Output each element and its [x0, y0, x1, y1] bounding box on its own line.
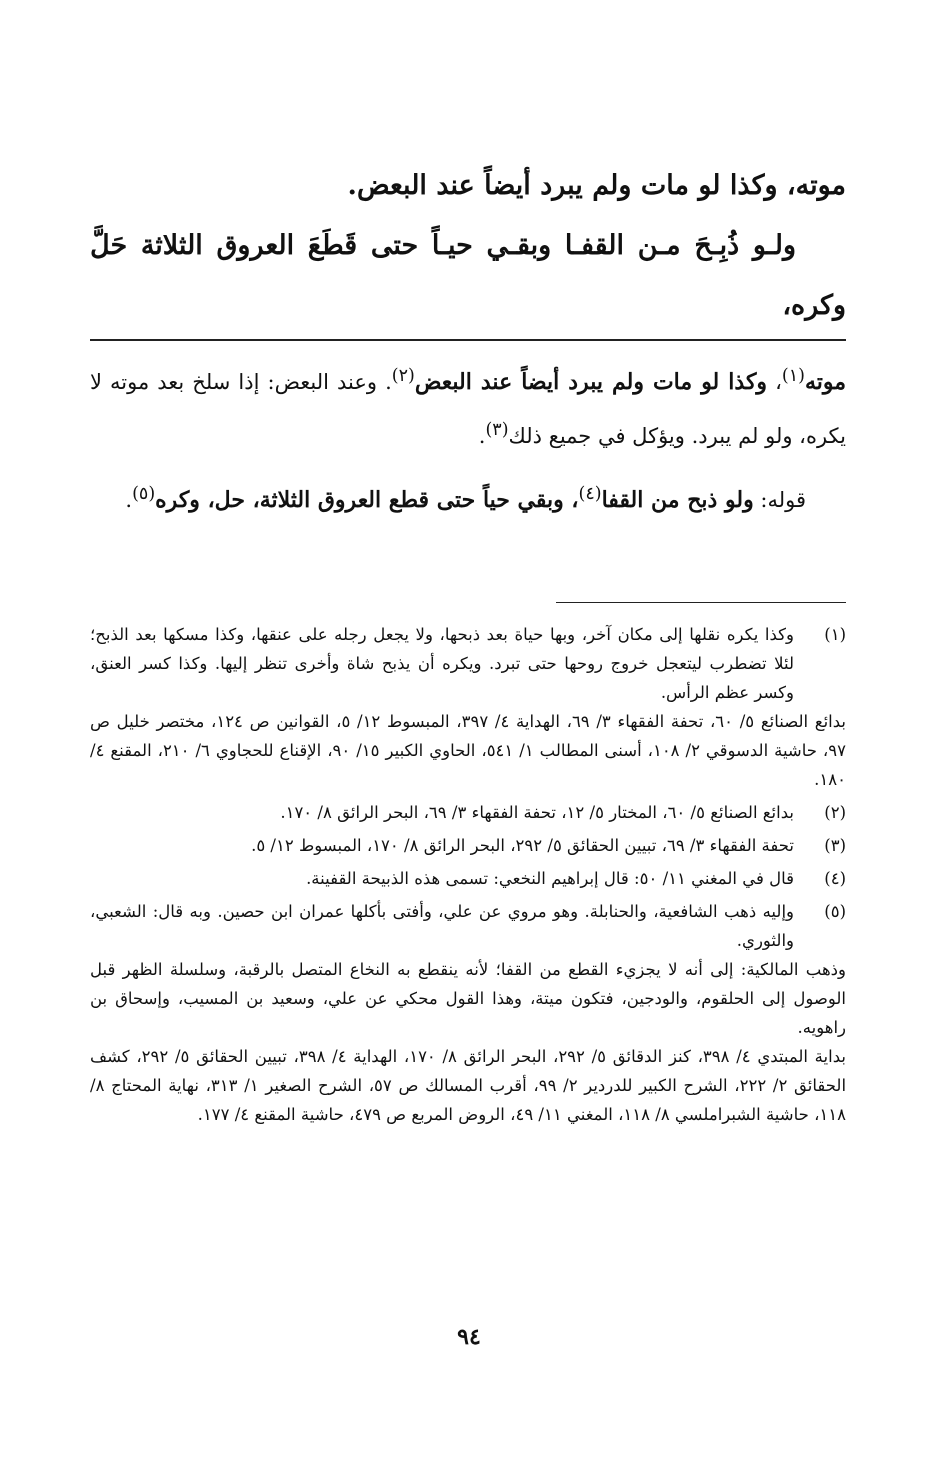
- footnote-ref[interactable]: (١): [781, 366, 805, 386]
- footnote-text: قال في المغني ١١/ ٥٠: قال إبراهيم النخعي: تسمى هذه الذبيحة القفينة.: [306, 869, 794, 888]
- quoted-text: موته: [804, 369, 847, 395]
- footnote-number: (٥): [824, 902, 846, 921]
- page-number: ٩٤: [457, 1324, 481, 1350]
- quoted-text: ولو ذبح من القفا: [601, 487, 754, 513]
- main-text-line-2: ولـو ذُبِـحَ مـن القفـا وبقـي حيـاً حتى قَطَعَ العروق الثلاثة حَلَّ وكره،: [90, 230, 846, 321]
- quoted-text: وكذا لو مات ولم يبرد أيضاً عند البعض: [414, 369, 768, 395]
- footnote-text-continued: وذهب المالكية: إلى أنه لا يجزيء القطع من القفا؛ لأنه ينقطع به النخاع المتصل بالرقبة، وسلسلة الظهر قبل الوصول إلى الحلقوم، والودجين، فتكون ميتة، وهذا القول محكي عن علي، وسعيد بن المسيب، وإسحاق بن راهويه.: [90, 960, 846, 1037]
- lead-word: قوله:: [753, 488, 806, 512]
- footnote-references: بداية المبتدي ٤/ ٣٩٨، كنز الدقائق ٥/ ٢٩٢، البحر الرائق ٨/ ١٧٠، الهداية ٤/ ٣٩٨، تبيين الحقائق ٥/ ٢٩٢، كشف الحقائق ٢/ ٢٢٢، الشرح الكبير للدردير ٢/ ٩٩، أقرب المسالك ص ٥٧، الشرح الصغير ١/ ٣١٣، نهاية المحتاج ٨/ ١١٨، حاشية الشبراملسي ٨/ ١١٨، المغني ١١/ ٤٩، الروض المربع ص ٤٧٩، حاشية المقنع ٤/ ١٧٧.: [90, 1047, 847, 1124]
- footnote-ref[interactable]: (٥): [132, 484, 156, 504]
- commentary-text: . وعند البعض: إذا سلخ بعد موته لا يكره، ولو لم يبرد. ويؤكل في جميع ذلك: [90, 370, 846, 448]
- period: .: [478, 424, 486, 448]
- commentary-paragraph-1: [90, 352, 846, 460]
- footnote-1: [90, 620, 846, 794]
- commentary: [90, 352, 846, 524]
- footnote-text: وإليه ذهب الشافعية، والحنابلة. وهو مروي عن علي، وأفتى بأكلها عمران ابن حصين. وبه قال: الشعبي، والثوري.: [90, 902, 794, 950]
- footnote-text: تحفة الفقهاء ٣/ ٦٩، تبيين الحقائق ٥/ ٢٩٢، البحر الرائق ٨/ ١٧٠، المبسوط ١٢/ ٥.: [251, 836, 794, 855]
- period: .: [125, 488, 133, 512]
- footnote-ref[interactable]: (٣): [485, 420, 509, 440]
- footnote-number: (١): [824, 625, 846, 644]
- main-text: [90, 156, 846, 336]
- footnote-number: (٣): [824, 836, 846, 855]
- footnote-ref[interactable]: (٤): [578, 484, 602, 504]
- footnote-5: [90, 897, 846, 1129]
- main-text-line-1: موته، وكذا لو مات ولم يبرد أيضاً عند البعض.: [347, 170, 846, 201]
- footnote-3: [90, 831, 846, 860]
- footnote-4: [90, 864, 846, 893]
- footnote-number: (٢): [824, 803, 846, 822]
- footnote-ref[interactable]: (٢): [391, 366, 415, 386]
- footnote-text: وكذا يكره نقلها إلى مكان آخر، وبها حياة بعد ذبحها، ولا يجعل رجله على عنقها، وكذا مسكها بعد الذبح؛ لئلا تضطرب ليتعجل خروج روحها حتى تبرد. ويكره أن يذبح شاة وأخرى تنظر إليها. وكذا كسر العنق، وكسر عظم الرأس.: [90, 625, 794, 702]
- separator: ،: [767, 370, 782, 394]
- footnote-number: (٤): [824, 869, 846, 888]
- footnote-2: [90, 798, 846, 827]
- footnote-text: بدائع الصنائع ٥/ ٦٠، المختار ٥/ ١٢، تحفة الفقهاء ٣/ ٦٩، البحر الرائق ٨/ ١٧٠.: [280, 803, 794, 822]
- commentary-paragraph-2: [90, 470, 846, 524]
- footnote-divider: [556, 602, 846, 603]
- quoted-text: ، وبقي حياً حتى قطع العروق الثلاثة، حل، وكره: [155, 487, 579, 513]
- main-text-divider: [90, 339, 846, 341]
- footnotes: [90, 620, 846, 1133]
- footnote-references: بدائع الصنائع ٥/ ٦٠، تحفة الفقهاء ٣/ ٦٩، الهداية ٤/ ٣٩٧، المبسوط ١٢/ ٥، القوانين ص ١٢٤، مختصر خليل ص ٩٧، حاشية الدسوقي ٢/ ١٠٨، أسنى المطالب ١/ ٥٤١، الحاوي الكبير ١٥/ ٩٠، الإقناع للحجاوي ٦/ ٢١٠، المقنع ٤/ ١٨٠.: [90, 712, 847, 789]
